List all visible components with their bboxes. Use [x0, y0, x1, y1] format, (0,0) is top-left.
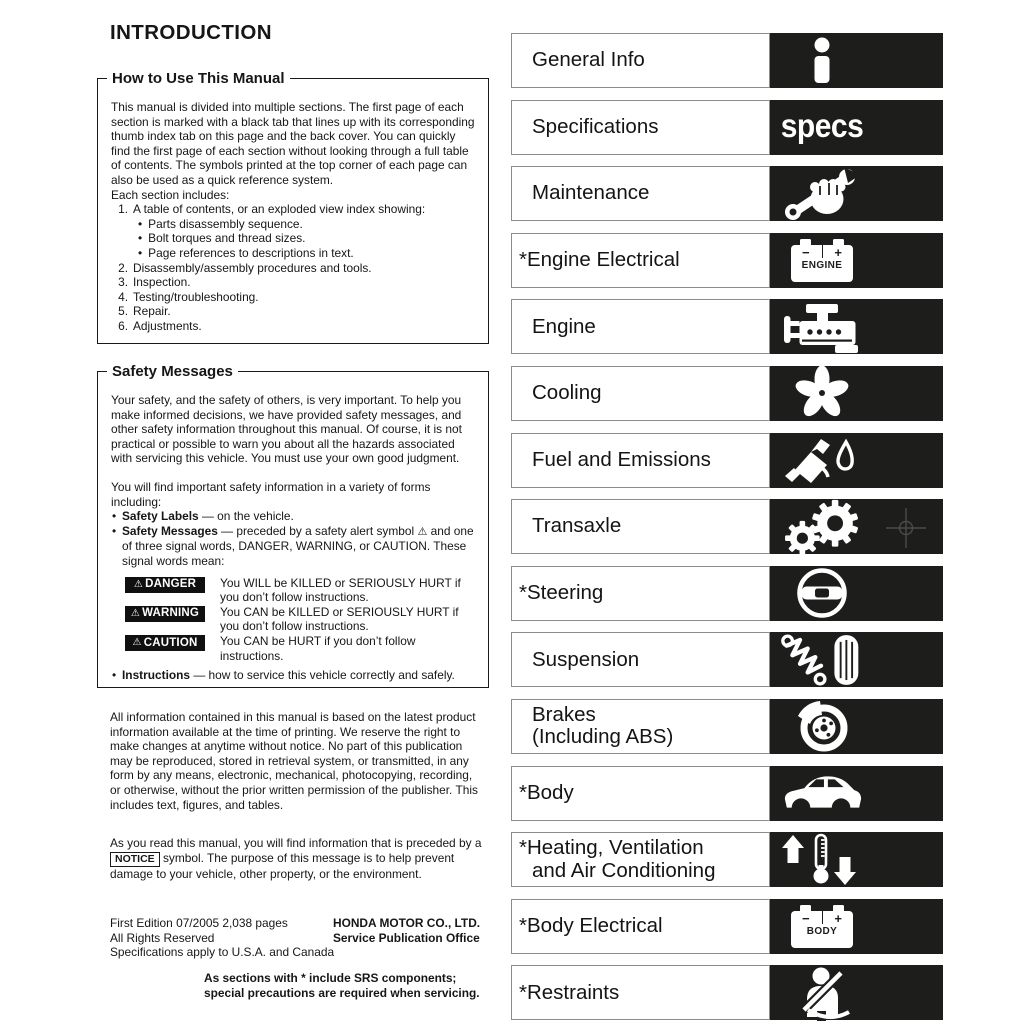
hand-wrench-icon — [780, 166, 864, 222]
safety-paragraph-1: Your safety, and the safety of others, is very important. To help you make informed decisions, we have provided safety messages, and other safety information throughout this manual. Of course, it is not practical or possible to warn you about all the hazards associated with servicing this vehicle. You must use your own good judgment. — [111, 393, 462, 466]
how-to-use-panel — [97, 70, 489, 344]
signal-row-warning: ⚠ WARNING You CAN be KILLED or SERIOUSLY HURT if you don’t follow instructions. — [125, 605, 477, 634]
list-item: 5. Repair. — [118, 304, 171, 319]
section-tab — [511, 699, 943, 754]
safety-paragraph-2: You will find important safety information in a variety of forms including: — [111, 479, 431, 509]
safety-bullet-messages: • Safety Messages — preceded by a safety alert symbol ⚠ and one of three signal words, DANGER, WARNING, or CAUTION. These signal words mean: — [111, 524, 477, 569]
tab-label: Suspension — [511, 632, 770, 687]
danger-badge: ⚠ DANGER — [125, 577, 205, 593]
cooling-fan-icon — [794, 365, 850, 421]
section-tab — [511, 965, 943, 1020]
list-item: 1. A table of contents, or an exploded view index showing: — [118, 202, 426, 217]
tab-icon-slot — [779, 631, 865, 689]
list-subitem: • Parts disassembly sequence. — [138, 216, 303, 231]
tab-icon-slot — [779, 566, 865, 620]
signal-row-caution: ⚠ CAUTION You CAN be HURT if you don’t follow instructions. — [125, 634, 477, 663]
safety-messages-title: Safety Messages — [107, 363, 238, 380]
tab-label: Brakes (Including ABS) — [511, 699, 770, 754]
info-icon — [802, 36, 842, 86]
alert-triangle-icon: ⚠ — [132, 636, 142, 648]
each-section-label: Each section includes: — [111, 187, 230, 202]
tab-icon-slot — [779, 166, 865, 222]
edition-info: First Edition 07/2005 2,038 pages All Rights Reserved Specifications apply to U.S.A. and Canada — [110, 916, 335, 960]
alert-triangle-icon: ⚠ — [130, 607, 141, 619]
copyright-paragraph: All information contained in this manual is based on the latest product information available at the time of printing. We reserve the right to make changes at anytime without notice. No part of this publication may be reproduced, stored in retrieval system, or transmitted, in any form by any means, electronic, mechanical, photocopying, recording, or otherwise, without the prior written permission of the publisher. This includes text, figures, and tables. — [110, 710, 478, 812]
thumb-index-tabs — [511, 33, 943, 1024]
tab-icon-slot — [779, 301, 865, 353]
body-battery-icon: − + BODY — [791, 905, 853, 948]
tab-icon-slot — [779, 36, 865, 86]
tab-label: *Body Electrical — [511, 899, 770, 954]
engine-battery-icon: − + ENGINE — [791, 239, 853, 282]
signal-row-danger: ⚠ DANGER You WILL be KILLED or SERIOUSLY HURT if you don’t follow instructions. — [125, 576, 477, 605]
tab-label: *Steering — [511, 566, 770, 621]
section-tab — [511, 766, 943, 821]
fuel-nozzle-icon — [779, 432, 865, 488]
list-item: 6. Adjustments. — [118, 318, 202, 333]
tab-label: Specifications — [511, 100, 770, 155]
section-tab — [511, 366, 943, 421]
safety-bullet-labels: • Safety Labels — on the vehicle. — [111, 509, 477, 524]
tab-label: *Engine Electrical — [511, 233, 770, 288]
list-item: 4. Testing/troubleshooting. — [118, 289, 259, 304]
page-title: INTRODUCTION — [110, 20, 272, 44]
tab-icon-slot — [779, 770, 865, 816]
notice-badge: NOTICE — [110, 852, 160, 867]
safety-bullet-instructions: • Instructions — how to service this vehicle correctly and safely. — [111, 668, 477, 683]
car-body-icon — [779, 770, 865, 816]
tab-icon-slot — [779, 365, 865, 421]
tab-label: *Body — [511, 766, 770, 821]
tab-thumb-index — [770, 832, 943, 887]
tab-icon-slot — [779, 905, 865, 948]
brake-disc-icon — [790, 697, 854, 755]
tab-thumb-index — [770, 632, 943, 687]
caution-badge: ⚠ CAUTION — [125, 635, 205, 651]
tab-icon-slot — [779, 697, 865, 755]
tab-icon-slot — [779, 432, 865, 488]
list-item: 2. Disassembly/assembly procedures and tools. — [118, 260, 372, 275]
tab-label: Fuel and Emissions — [511, 433, 770, 488]
list-subitem: • Page references to descriptions in text. — [138, 245, 354, 260]
tab-label: *Restraints — [511, 965, 770, 1020]
tab-thumb-index — [770, 33, 943, 88]
section-tab — [511, 166, 943, 221]
tab-thumb-index — [770, 899, 943, 954]
safety-messages-panel — [97, 363, 489, 688]
list-item: 3. Inspection. — [118, 275, 191, 290]
engine-icon — [780, 301, 864, 353]
tab-icon-slot — [779, 965, 865, 1021]
tab-thumb-index — [770, 965, 943, 1020]
tab-label: General Info — [511, 33, 770, 88]
tab-label: *Heating, Ventilation and Air Conditioning — [511, 832, 770, 887]
how-to-use-title: How to Use This Manual — [107, 70, 290, 87]
tab-label: Maintenance — [511, 166, 770, 221]
tab-thumb-index — [770, 233, 943, 288]
notice-paragraph: As you read this manual, you will find information that is preceded by a NOTICE symbol. The purpose of this message is to help prevent damage to your vehicle, other property, or the environment. — [110, 836, 482, 881]
section-tab — [511, 233, 943, 288]
section-tab — [511, 899, 943, 954]
list-subitem: • Bolt torques and thread sizes. — [138, 231, 306, 246]
seatbelt-icon — [791, 965, 853, 1021]
tab-thumb-index — [770, 366, 943, 421]
specs-text-icon: specs — [780, 108, 864, 146]
safety-alert-icon: ⚠ — [417, 525, 428, 538]
tab-thumb-index — [770, 433, 943, 488]
section-tab — [511, 632, 943, 687]
tab-icon-slot — [779, 497, 865, 557]
signal-words-block — [125, 576, 477, 664]
tab-thumb-index — [770, 166, 943, 221]
section-tab — [511, 566, 943, 621]
tab-thumb-index — [770, 100, 943, 155]
tab-icon-slot — [779, 239, 865, 282]
tab-label: Engine — [511, 299, 770, 354]
tab-icon-slot — [779, 832, 865, 888]
tab-thumb-index — [770, 299, 943, 354]
tab-thumb-index — [770, 566, 943, 621]
tab-label: Transaxle — [511, 499, 770, 554]
warning-badge: ⚠ WARNING — [125, 606, 205, 622]
tab-icon-slot — [779, 108, 865, 146]
how-to-use-paragraph: This manual is divided into multiple sections. The first page of each section is marked with a black tab that lines up with its corresponding thumb index tab on this page and the back cover. You can quickly find the first page of each section without looking through a full table of contents. The symbols printed at the top corner of each page can also be used as a quick reference system. — [111, 100, 475, 187]
gears-icon — [779, 497, 865, 557]
alert-triangle-icon: ⚠ — [133, 578, 144, 590]
section-tab — [511, 33, 943, 88]
section-tab — [511, 832, 943, 887]
tab-thumb-index — [770, 766, 943, 821]
shock-absorber-tire-icon — [779, 631, 865, 689]
publisher-info: HONDA MOTOR CO., LTD. Service Publication Office — [333, 916, 481, 945]
registration-crosshair-icon — [886, 508, 926, 548]
thermometer-arrows-icon — [779, 832, 865, 888]
section-tab — [511, 499, 943, 554]
section-tab — [511, 433, 943, 488]
section-tab — [511, 299, 943, 354]
steering-wheel-icon — [795, 566, 849, 620]
tab-thumb-index — [770, 699, 943, 754]
srs-footnote: As sections with * include SRS components; special precautions are required when servicing. — [204, 971, 480, 1000]
tab-label: Cooling — [511, 366, 770, 421]
section-tab — [511, 100, 943, 155]
